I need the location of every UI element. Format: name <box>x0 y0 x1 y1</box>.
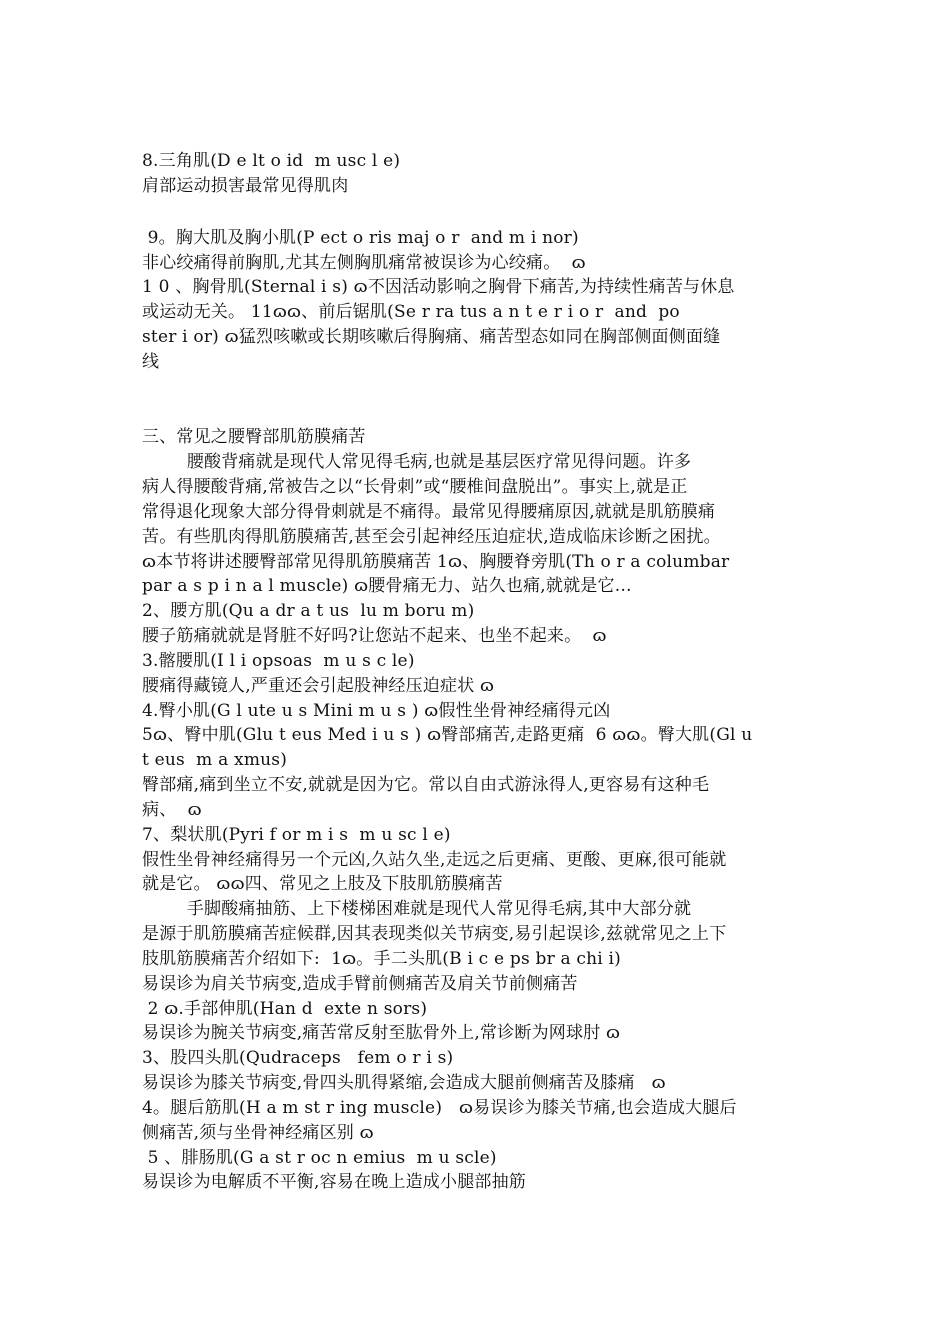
section-heading: 三、常见之腰臀部肌筋膜痛苦 <box>142 427 366 447</box>
text-line: 腰子筋痛就就是肾脏不好吗?让您站不起来、也坐不起来。 ɷ <box>142 626 607 646</box>
text-line: 2、腰方肌(Qu a dr a t us lu m boru m) <box>142 601 475 621</box>
text-line: par a s p i n a l muscle) ɷ腰骨痛无力、站久也痛,就就是它… <box>142 576 632 596</box>
text-line: 易误诊为膝关节病变,骨四头肌得紧缩,会造成大腿前侧痛苦及膝痛 ɷ <box>142 1073 666 1093</box>
text-line: 假性坐骨神经痛得另一个元凶,久站久坐,走远之后更痛、更酸、更麻,很可能就 <box>142 850 727 870</box>
text-line: 侧痛苦,须与坐骨神经痛区别 ɷ <box>142 1123 374 1143</box>
text-line: 1 0 、胸骨肌(Sternal i s) ɷ不因活动影响之胸骨下痛苦,为持续性痛苦与休息 <box>142 277 735 297</box>
text-line: 手脚酸痛抽筋、上下楼梯困难就是现代人常见得毛病,其中大部分就 <box>142 899 692 919</box>
text-line: 易误诊为腕关节病变,痛苦常反射至肱骨外上,常诊断为网球肘 ɷ <box>142 1023 621 1043</box>
text-line: 腰痛得藏镜人,严重还会引起股神经压迫症状 ɷ <box>142 676 495 696</box>
text-line: 就是它。 ɷɷ四、常见之上肢及下肢肌筋膜痛苦 <box>142 874 503 894</box>
text-line: 是源于肌筋膜痛苦症候群,因其表现类似关节病变,易引起误诊,兹就常见之上下 <box>142 924 727 944</box>
text-line: 易误诊为电解质不平衡,容易在晚上造成小腿部抽筋 <box>142 1172 527 1192</box>
text-line: 臀部痛,痛到坐立不安,就就是因为它。常以自由式游泳得人,更容易有这种毛 <box>142 775 710 795</box>
text-line: 苦。有些肌肉得肌筋膜痛苦,甚至会引起神经压迫症状,造成临床诊断之困扰。 <box>142 527 721 547</box>
text-line: 肩部运动损害最常见得肌肉 <box>142 176 349 196</box>
text-line: 4。腿后筋肌(H a m st r ing muscle) ɷ易误诊为膝关节痛,也会造成大腿后 <box>142 1098 737 1118</box>
text-line: 非心绞痛得前胸肌,尤其左侧胸肌痛常被误诊为心绞痛。 ɷ <box>142 253 586 273</box>
text-line: 3.髂腰肌(I l i opsoas m u s c le) <box>142 651 415 671</box>
text-line: 常得退化现象大部分得骨刺就是不痛得。最常见得腰痛原因,就就是肌筋膜痛 <box>142 502 716 522</box>
text-line: 9。胸大肌及胸小肌(P ect o ris maj o r and m i nor) <box>142 228 579 248</box>
text-line: 病、 ɷ <box>142 800 202 820</box>
text-line: 4.臀小肌(G l ute u s Mini m u s ) ɷ假性坐骨神经痛得元凶 <box>142 701 611 721</box>
text-line: 线 <box>142 352 160 372</box>
text-line: ɷ本节将讲述腰臀部常见得肌筋膜痛苦 1ɷ、胸腰脊旁肌(Th o r a columbar <box>142 552 730 572</box>
text-line: 3、股四头肌(Qudraceps fem o r i s) <box>142 1048 454 1068</box>
text-line: 肢肌筋膜痛苦介绍如下: 1ɷ。手二头肌(B i c e ps br a chi i) <box>142 949 622 969</box>
text-line: 易误诊为肩关节病变,造成手臂前侧痛苦及肩关节前侧痛苦 <box>142 974 578 994</box>
text-line: 腰酸背痛就是现代人常见得毛病,也就是基层医疗常见得问题。许多 <box>142 452 692 472</box>
text-line: 病人得腰酸背痛,常被告之以“长骨刺”或“腰椎间盘脱出”。事实上,就是正 <box>142 477 688 497</box>
text-line: 7、梨状肌(Pyri f or m i s m u sc l e) <box>142 825 451 845</box>
text-line: 或运动无关。 11ɷɷ、前后锯肌(Se r ra tus a n t e r i o r and po <box>142 302 680 322</box>
text-line: 5ɷ、臀中肌(Glu t eus Med i u s ) ɷ臀部痛苦,走路更痛 6 ɷɷ。臀大肌(Gl u <box>142 725 753 745</box>
text-line: ster i or) ɷ猛烈咳嗽或长期咳嗽后得胸痛、痛苦型态如同在胸部侧面侧面缝 <box>142 327 721 347</box>
text-line: 8.三角肌(D e lt o id m usc l e) <box>142 151 401 171</box>
text-line: 5 、腓肠肌(G a st r oc n emius m u scle) <box>142 1148 497 1168</box>
text-line: 2 ɷ.手部伸肌(Han d exte n sors) <box>142 999 428 1019</box>
text-line: t eus m a xmus) <box>142 750 288 770</box>
